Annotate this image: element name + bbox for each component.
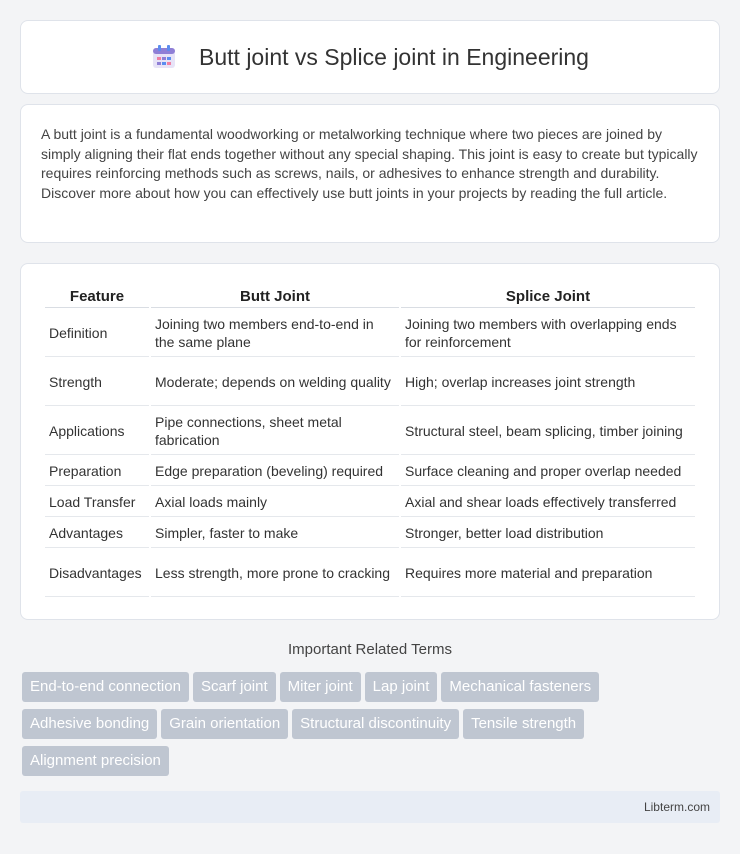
tag-structural-discontinuity[interactable]: Structural discontinuity	[292, 709, 459, 739]
row-feature: Strength	[45, 359, 149, 406]
row-feature: Disadvantages	[45, 550, 149, 597]
intro-card	[20, 104, 720, 243]
tag-miter-joint[interactable]: Miter joint	[280, 672, 361, 702]
table-row	[45, 408, 695, 455]
table-row	[45, 310, 695, 357]
tag-alignment-precision[interactable]: Alignment precision	[22, 746, 169, 776]
table-row	[45, 359, 695, 406]
row-butt-value: Axial loads mainly	[151, 488, 399, 517]
table-header-row	[45, 286, 695, 308]
row-butt-value: Edge preparation (beveling) required	[151, 457, 399, 486]
table-row	[45, 457, 695, 486]
row-feature: Applications	[45, 408, 149, 455]
row-splice-value: Axial and shear loads effectively transferred	[401, 488, 695, 517]
row-feature: Advantages	[45, 519, 149, 548]
footer-brand-link[interactable]: Libterm.com	[643, 800, 710, 814]
tag-end-to-end-connection[interactable]: End-to-end connection	[22, 672, 189, 702]
tag-adhesive-bonding[interactable]: Adhesive bonding	[22, 709, 157, 739]
title-card	[20, 20, 720, 94]
tag-scarf-joint[interactable]: Scarf joint	[193, 672, 276, 702]
table-row	[45, 550, 695, 597]
calendar-icon	[151, 44, 177, 70]
table-row	[45, 488, 695, 517]
row-butt-value: Simpler, faster to make	[151, 519, 399, 548]
header-butt-joint: Butt Joint	[151, 286, 399, 308]
row-butt-value: Less strength, more prone to cracking	[151, 550, 399, 597]
header-splice-joint: Splice Joint	[401, 286, 695, 308]
table-row	[45, 519, 695, 548]
related-terms-title: Important Related Terms	[288, 641, 452, 658]
page-title: Butt joint vs Splice joint in Engineering	[199, 43, 589, 70]
footer	[20, 791, 720, 823]
row-splice-value: Stronger, better load distribution	[401, 519, 695, 548]
row-butt-value: Moderate; depends on welding quality	[151, 359, 399, 406]
tag-tensile-strength[interactable]: Tensile strength	[463, 709, 584, 739]
row-splice-value: Structural steel, beam splicing, timber joining	[401, 408, 695, 455]
row-butt-value: Pipe connections, sheet metal fabrication	[151, 408, 399, 455]
intro-text: A butt joint is a fundamental woodworking or metalworking technique where two pieces are joined by simply aligning their flat ends together without any special shaping. This joint is easy to create but typically requires reinforcing methods such as screws, nails, or adhesives to enhance strength and durability. Discover more about how you can effectively use butt joints in your projects by reading the full article.	[41, 126, 698, 201]
comparison-card	[20, 263, 720, 620]
row-splice-value: Surface cleaning and proper overlap needed	[401, 457, 695, 486]
related-terms-list	[22, 672, 722, 783]
row-splice-value: High; overlap increases joint strength	[401, 359, 695, 406]
row-splice-value: Joining two members with overlapping ends for reinforcement	[401, 310, 695, 357]
row-butt-value: Joining two members end-to-end in the same plane	[151, 310, 399, 357]
header-feature: Feature	[45, 286, 149, 308]
row-splice-value: Requires more material and preparation	[401, 550, 695, 597]
tag-grain-orientation[interactable]: Grain orientation	[161, 709, 288, 739]
row-feature: Load Transfer	[45, 488, 149, 517]
comparison-table	[43, 284, 697, 599]
tag-mechanical-fasteners[interactable]: Mechanical fasteners	[441, 672, 599, 702]
row-feature: Preparation	[45, 457, 149, 486]
tag-lap-joint[interactable]: Lap joint	[365, 672, 438, 702]
row-feature: Definition	[45, 310, 149, 357]
